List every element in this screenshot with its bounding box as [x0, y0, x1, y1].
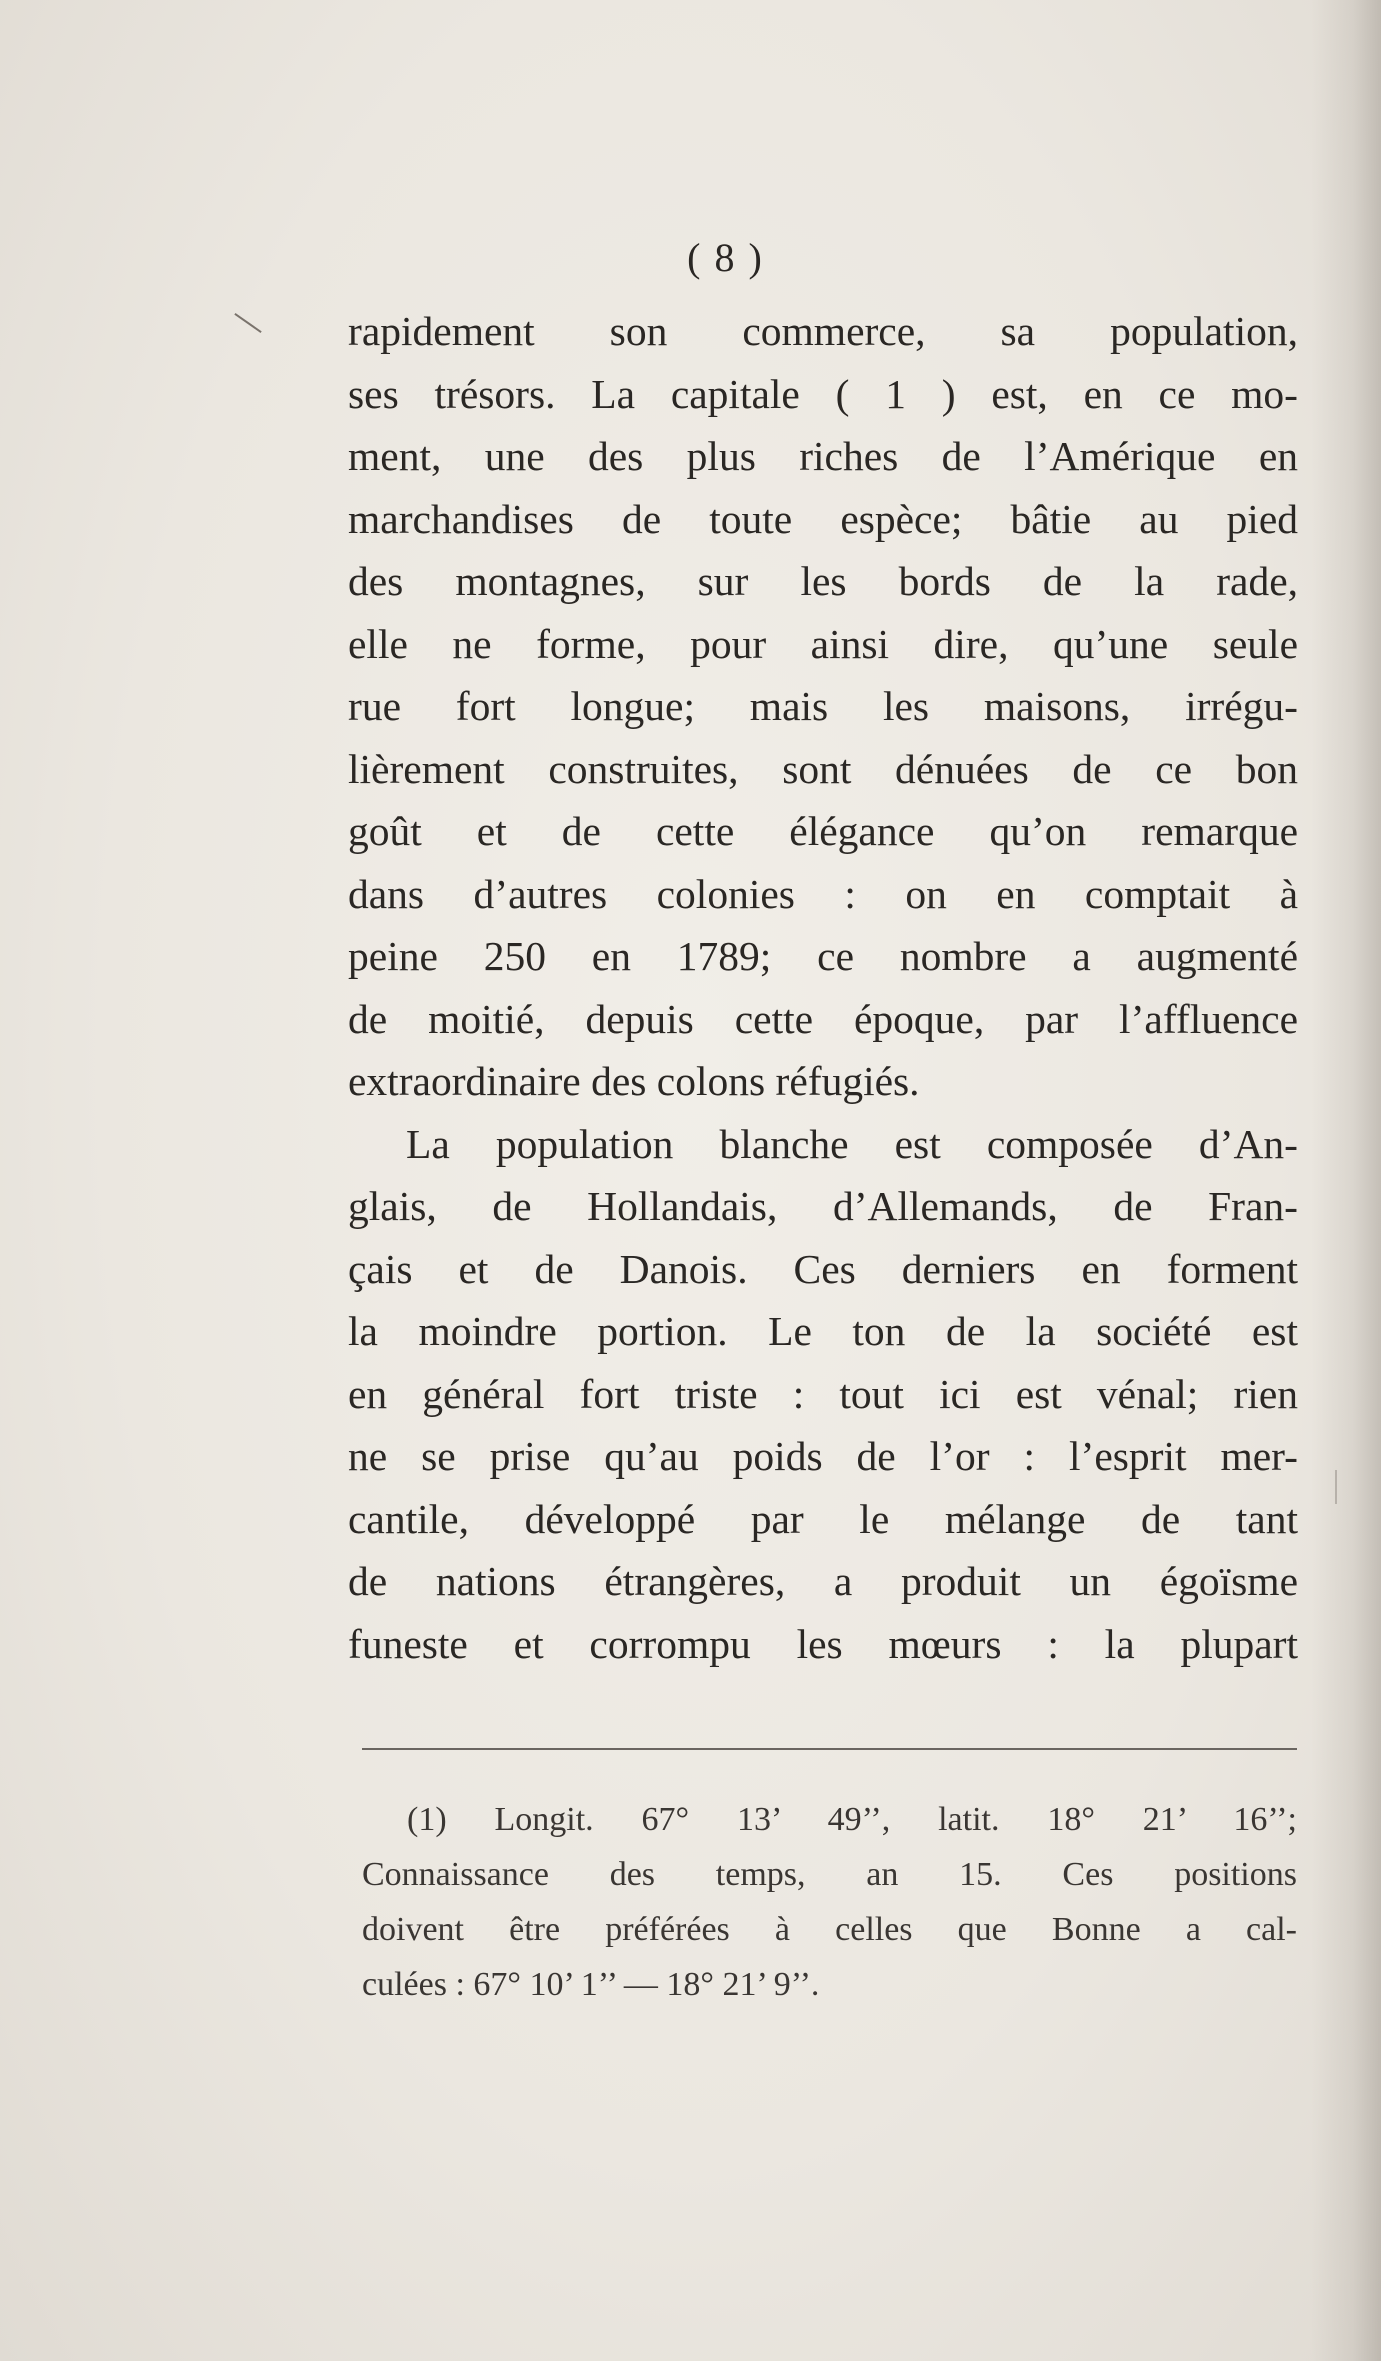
footnote-block: [362, 1792, 1297, 2012]
paragraph-population: [348, 1113, 1298, 1676]
main-text-block: [348, 235, 1298, 1675]
text-line: goût et de cette élégance qu’on remarque: [348, 808, 1298, 854]
text-line: des montagnes, sur les bords de la rade,: [348, 558, 1298, 604]
text-line: La population blanche est composée d’An-: [406, 1120, 1298, 1167]
text-line: funeste et corrompu les mœurs : la plupart: [348, 1620, 1298, 1667]
text-line: lièrement construites, sont dénuées de ce bon: [348, 745, 1298, 792]
text-line: rapidement son commerce, sa population,: [348, 308, 1298, 354]
text-line: en général fort triste : tout ici est vénal; rien: [348, 1370, 1298, 1417]
text-line: extraordinaire des colons réfugiés.: [348, 1058, 920, 1104]
footnote-divider: [362, 1748, 1297, 1750]
text-line: ment, une des plus riches de l’Amérique en: [348, 433, 1298, 479]
footnote-line: culées : 67° 10’ 1’’ — 18° 21’ 9’’.: [362, 1966, 820, 2003]
binding-shadow: [1311, 0, 1381, 2361]
text-line: marchandises de toute espèce; bâtie au pied: [348, 495, 1298, 542]
body-text: [348, 300, 1298, 1675]
stray-pen-mark: [234, 313, 261, 333]
text-line: de moitié, depuis cette époque, par l’affluence: [348, 995, 1298, 1042]
footnote-line: Connaissance des temps, an 15. Ces positions: [362, 1856, 1297, 1893]
footnote-line: doivent être préférées à celles que Bonne a cal-: [362, 1911, 1297, 1948]
text-line: elle ne forme, pour ainsi dire, qu’une seule: [348, 620, 1298, 667]
text-line: glais, de Hollandais, d’Allemands, de Fran-: [348, 1183, 1298, 1229]
text-line: dans d’autres colonies : on en comptait à: [348, 870, 1298, 917]
stray-pen-mark: [1335, 1470, 1337, 1504]
page-number: ( 8 ): [687, 235, 764, 280]
text-line: rue fort longue; mais les maisons, irrégu-: [348, 683, 1298, 729]
footnote-line: (1) Longit. 67° 13’ 49’’, latit. 18° 21’ 16’’;: [407, 1801, 1297, 1838]
text-line: de nations étrangères, a produit un égoïsme: [348, 1558, 1298, 1604]
text-line: peine 250 en 1789; ce nombre a augmenté: [348, 933, 1298, 979]
text-line: çais et de Danois. Ces derniers en forment: [348, 1245, 1298, 1292]
text-line: la moindre portion. Le ton de la société est: [348, 1308, 1298, 1354]
text-line: cantile, développé par le mélange de tant: [348, 1495, 1298, 1542]
text-line: ne se prise qu’au poids de l’or : l’esprit mer-: [348, 1433, 1298, 1479]
paragraph-continued: [348, 300, 1298, 1113]
text-line: ses trésors. La capitale ( 1 ) est, en ce mo-: [348, 370, 1298, 417]
